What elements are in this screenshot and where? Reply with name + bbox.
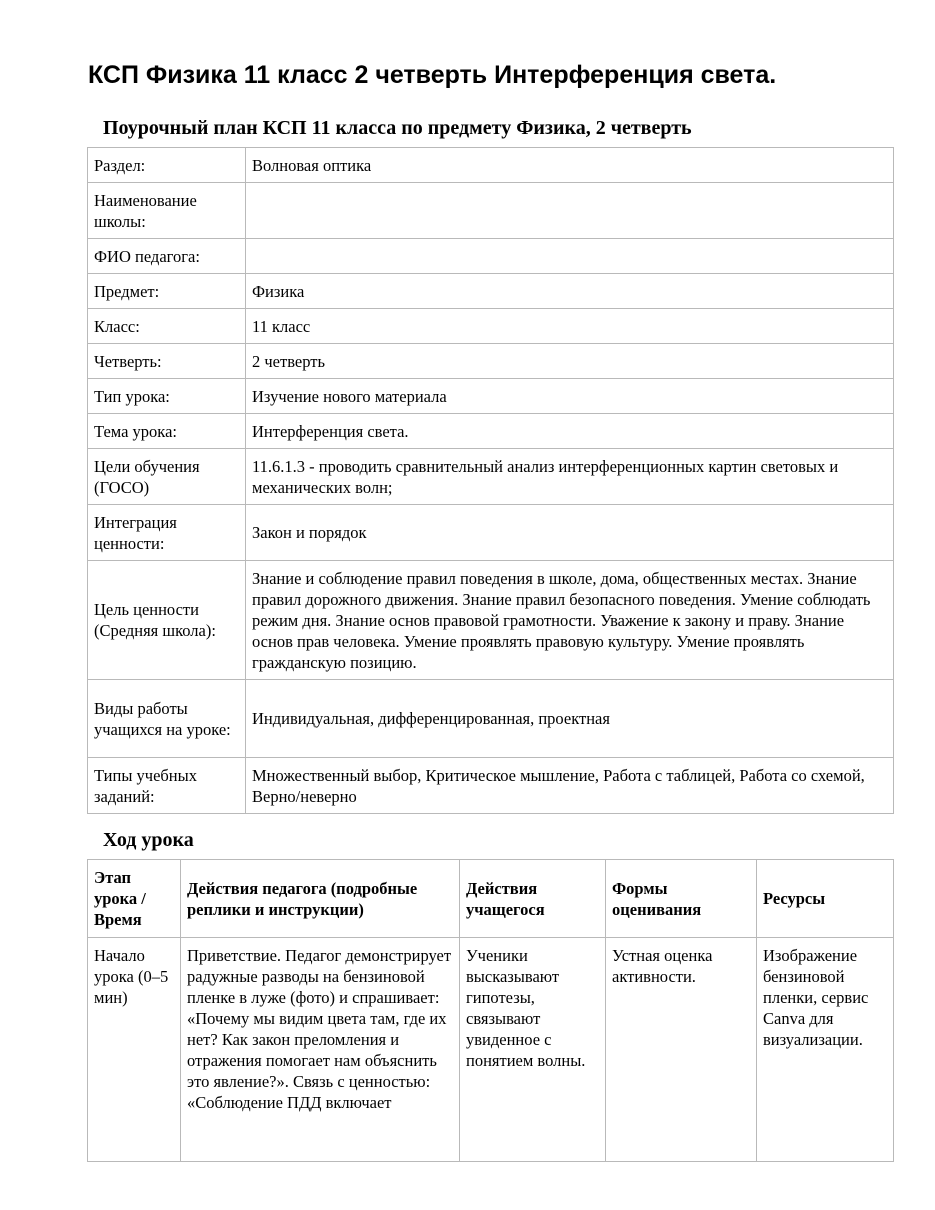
row-label: Наименование школы: (88, 183, 246, 239)
table-row (88, 239, 894, 274)
lesson-progress-heading: Ход урока (103, 829, 194, 851)
row-label: Тип урока: (88, 379, 246, 414)
cell-teacher-actions: Приветствие. Педагог демонстрирует радужные разводы на бензиновой пленке в луже (фото) и спрашивает: «Почему мы видим цвета там, где их нет? Как закон преломления и отражения помогает нам объяснить это явление?». Связь с ценностью: «Соблюдение ПДД включает (181, 938, 460, 1162)
row-label: Типы учебных заданий: (88, 758, 246, 814)
header-resources: Ресурсы (757, 860, 894, 938)
row-value: 11.6.1.3 - проводить сравнительный анализ интерференционных картин световых и механических волн; (246, 449, 894, 505)
row-value: 11 класс (246, 309, 894, 344)
row-value: Изучение нового материала (246, 379, 894, 414)
header-student-actions: Действия учащегося (460, 860, 606, 938)
table-row (88, 309, 894, 344)
row-label: Цель ценности (Средняя школа): (88, 561, 246, 680)
row-value (246, 239, 894, 274)
cell-stage: Начало урока (0–5 мин) (88, 938, 181, 1162)
lesson-progress-table (87, 859, 894, 1162)
row-label: Интеграция ценности: (88, 505, 246, 561)
table-header-row (88, 860, 894, 938)
plan-heading: Поурочный план КСП 11 класса по предмету Физика, 2 четверть (103, 117, 692, 139)
table-row (88, 680, 894, 758)
row-label: Тема урока: (88, 414, 246, 449)
table-row (88, 414, 894, 449)
row-value: Физика (246, 274, 894, 309)
document-title: КСП Физика 11 класс 2 четверть Интерференция света. (88, 61, 777, 89)
lesson-info-table (87, 147, 894, 814)
row-value: Волновая оптика (246, 148, 894, 183)
header-stage: Этап урока / Время (88, 860, 181, 938)
row-label: Раздел: (88, 148, 246, 183)
table-row (88, 148, 894, 183)
table-row (88, 938, 894, 1162)
cell-student-actions: Ученики высказывают гипотезы, связывают увиденное с понятием волны. (460, 938, 606, 1162)
table-row (88, 561, 894, 680)
table-row (88, 344, 894, 379)
row-label: Класс: (88, 309, 246, 344)
row-value: Знание и соблюдение правил поведения в школе, дома, общественных местах. Знание правил дорожного движения. Знание правил безопасного поведения. Умение соблюдать режим дня. Знание основ правовой грамотности. Уважение к закону и праву. Знание основ прав человека. Умение проявлять правовую культуру. Умение проявлять гражданскую позицию. (246, 561, 894, 680)
row-value: 2 четверть (246, 344, 894, 379)
row-label: Предмет: (88, 274, 246, 309)
row-label: Виды работы учащихся на уроке: (88, 680, 246, 758)
row-label: Цели обучения (ГОСО) (88, 449, 246, 505)
table-row (88, 449, 894, 505)
table-row (88, 505, 894, 561)
table-row (88, 183, 894, 239)
row-value: Индивидуальная, дифференцированная, проектная (246, 680, 894, 758)
table-row (88, 379, 894, 414)
row-value (246, 183, 894, 239)
row-value: Интерференция света. (246, 414, 894, 449)
table-row (88, 758, 894, 814)
header-assessment: Формы оценивания (606, 860, 757, 938)
row-label: ФИО педагога: (88, 239, 246, 274)
row-value: Множественный выбор, Критическое мышление, Работа с таблицей, Работа со схемой, Верно/неверно (246, 758, 894, 814)
table-row (88, 274, 894, 309)
header-teacher-actions: Действия педагога (подробные реплики и инструкции) (181, 860, 460, 938)
cell-assessment: Устная оценка активности. (606, 938, 757, 1162)
row-label: Четверть: (88, 344, 246, 379)
cell-resources: Изображение бензиновой пленки, сервис Canva для визуализации. (757, 938, 894, 1162)
row-value: Закон и порядок (246, 505, 894, 561)
